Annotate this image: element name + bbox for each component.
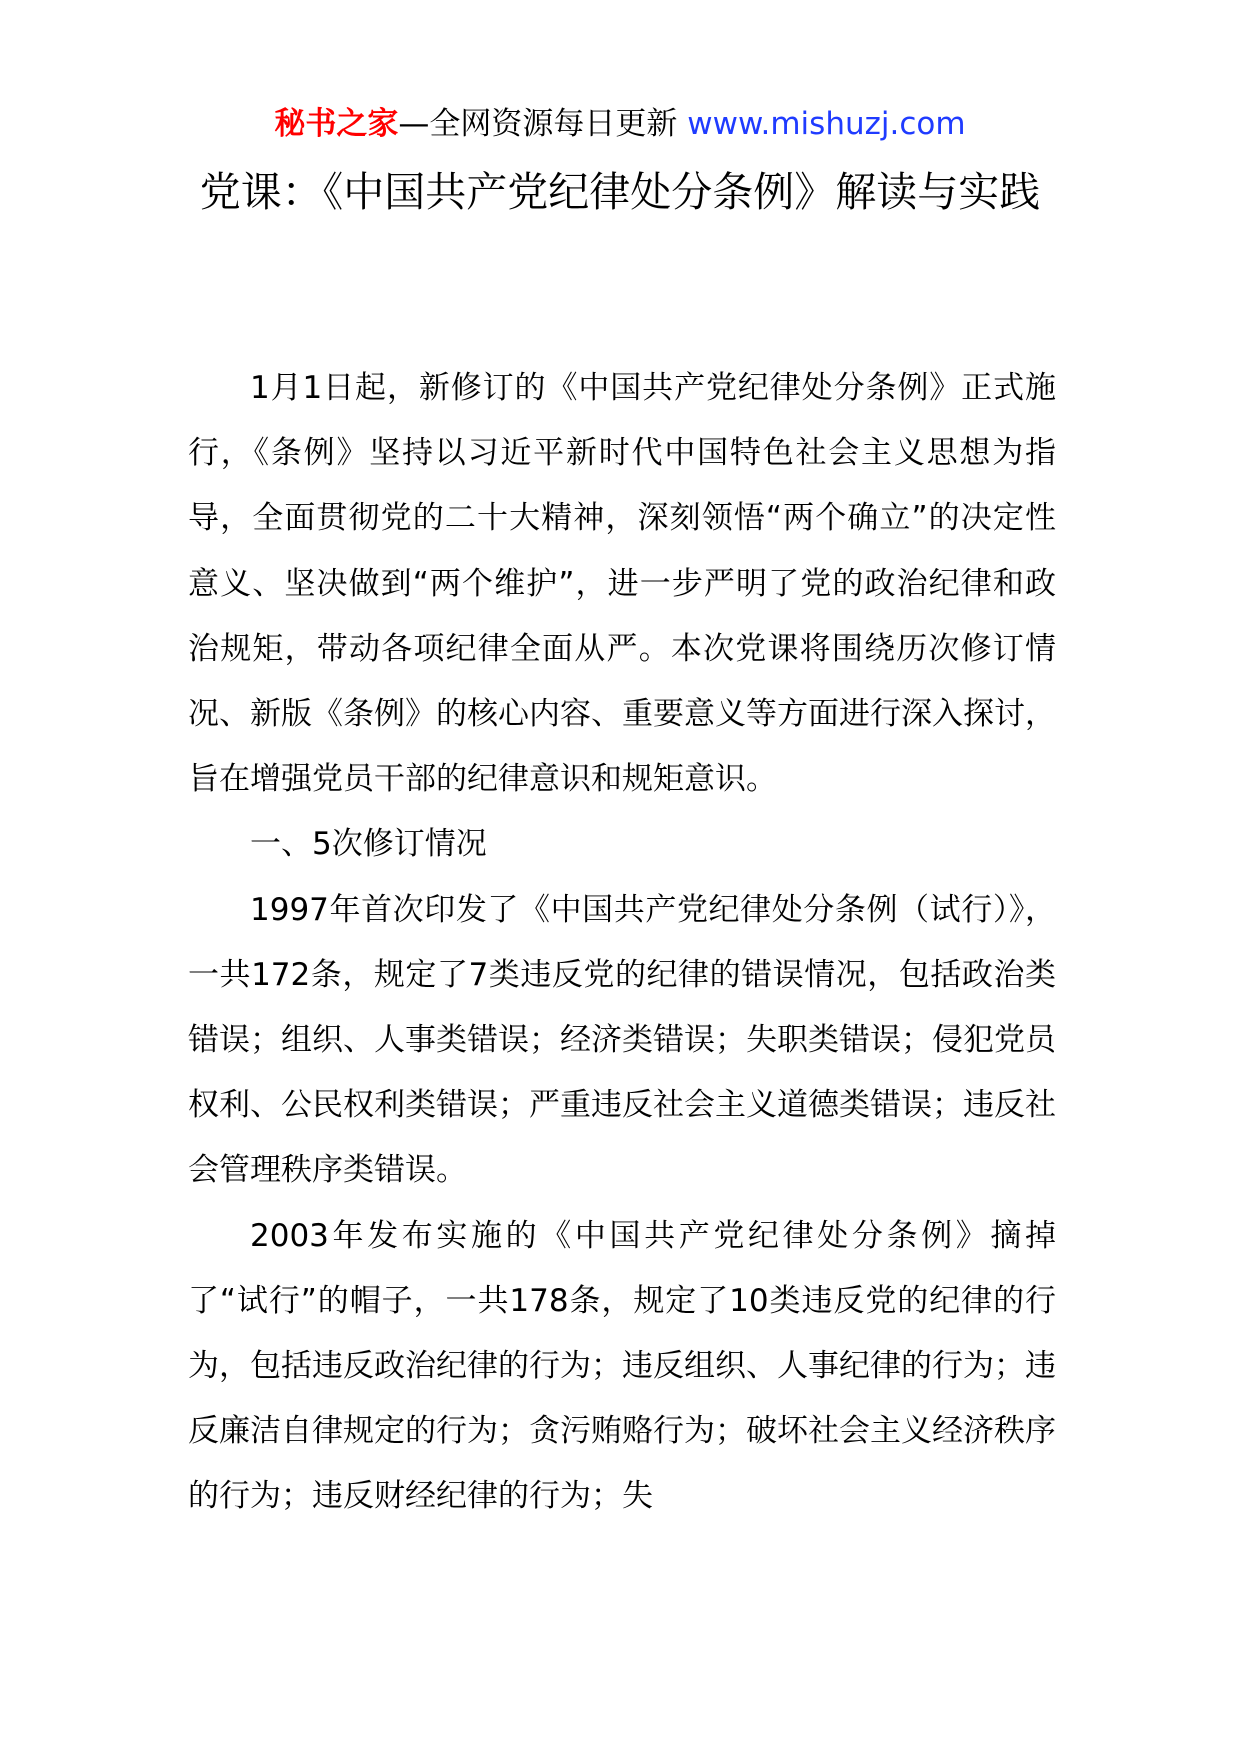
paragraph-1997: 1997年首次印发了《中国共产党纪律处分条例（试行）》，一共172条，规定了7类违反党的纪律的错误情况，包括政治类错误；组织、人事类错误；经济类错误；失职类错误；侵犯党员权利、公民权利类错误；严重违反社会主义道德类错误；违反社会管理秩序类错误。 — [188, 891, 1056, 1189]
site-url[interactable]: www.mishuzj.com — [687, 106, 966, 142]
section-heading-revisions: 一、5次修订情况 — [250, 826, 487, 863]
paragraph-intro: 1月1日起，新修订的《中国共产党纪律处分条例》正式施行，《条例》坚持以习近平新时代中国特色社会主义思想为指导，全面贯彻党的二十大精神，深刻领悟“两个确立”的决定性意义、坚决做到“两个维护”，进一步严明了党的政治纪律和政治规矩，带动各项纪律全面从严。本次党课将围绕历次修订情况、新版《条例》的核心内容、重要意义等方面进行深入探讨，旨在增强党员干部的纪律意识和规矩意识。 — [188, 370, 1056, 798]
site-brand: 秘书之家 — [274, 106, 399, 142]
document-title: 党课：《中国共产党纪律处分条例》解读与实践 — [199, 168, 1041, 216]
paragraph-2003: 2003年发布实施的《中国共产党纪律处分条例》摘掉了“试行”的帽子，一共178条，规定了10类违反党的纪律的行为，包括违反政治纪律的行为；违反组织、人事纪律的行为；违反廉洁自律规定的行为；贪污贿赂行为；破坏社会主义经济秩序的行为；违反财经纪律的行为；失 — [188, 1217, 1056, 1515]
site-header — [0, 102, 1240, 146]
document-body — [188, 356, 1056, 1530]
site-tagline: —全网资源每日更新 — [398, 106, 688, 142]
